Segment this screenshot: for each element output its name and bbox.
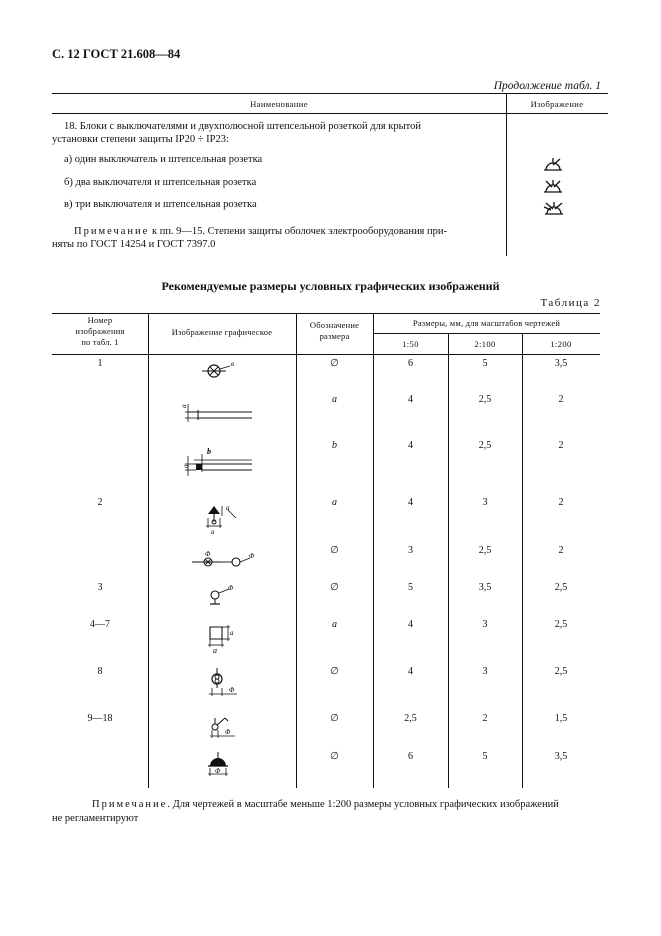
transformer-icon (205, 666, 245, 700)
row5-scale-2: 2,5 (478, 545, 492, 556)
circle-pair-icon (192, 548, 262, 570)
socket-circle-icon (205, 582, 241, 610)
row3-designation: b (332, 440, 337, 451)
row4-number: 2 (97, 497, 103, 508)
dim-label-a: a (180, 404, 188, 408)
row1-scale-1: 6 (408, 358, 413, 369)
row10-scale-3: 3,5 (554, 751, 568, 762)
dim-label-b-small: в (231, 360, 235, 368)
socket-half-icon (202, 750, 238, 780)
item18-b: б) два выключателя и штепсельная розетка (64, 177, 257, 188)
row4-scale-2: 3 (482, 497, 488, 508)
row3-scale-2: 2,5 (478, 440, 492, 451)
lamp-cross-icon (200, 358, 240, 380)
row2-designation: a (332, 394, 337, 405)
table2-top-rule (52, 313, 600, 314)
row9-scale-1: 2,5 (404, 713, 417, 724)
row4-scale-1: 4 (408, 497, 413, 508)
page-header: С. 12 ГОСТ 21.608—84 (52, 47, 181, 61)
row1-designation: ∅ (330, 358, 339, 369)
table2-col-sizes: Размеры, мм, для масштабов чертежей (412, 318, 561, 328)
item18-text: 18. Блоки с выключателями и двухполюсной штепсельной розеткой для крытой установки степени защиты IP20 ÷ IP23: (52, 121, 421, 145)
row9-number: 9—18 (87, 713, 113, 724)
row6-scale-3: 2,5 (554, 582, 568, 593)
dim-label-phi-6: Φ (215, 767, 221, 775)
row4-scale-3: 2 (558, 497, 564, 508)
dim-label-phi-2: Φ (249, 552, 255, 560)
socket-three-switches-icon (541, 201, 567, 217)
item18-a: а) один выключатель и штепсельная розетка (64, 154, 263, 165)
table2-col-number: Номер изображения по табл. 1 (75, 315, 125, 347)
table1-top-rule (52, 93, 608, 94)
row8-scale-1: 4 (408, 666, 413, 677)
item18-c: в) три выключателя и штепсельная розетка (64, 199, 257, 210)
switch-circle-icon (205, 714, 245, 742)
dim-label-a-4: a (226, 504, 230, 512)
table2-sizes-rule (373, 333, 600, 334)
row5-designation: ∅ (330, 545, 339, 556)
table2-col-image: Изображение графическое (171, 327, 273, 337)
row9-scale-2: 2 (482, 713, 488, 724)
row7-scale-3: 2,5 (554, 619, 568, 630)
row6-scale-1: 5 (408, 582, 413, 593)
table2-scale-2: 2:100 (474, 339, 496, 349)
table1-column-divider (506, 93, 507, 256)
row6-scale-2: 3,5 (478, 582, 492, 593)
busbar-dimension-icon (180, 394, 256, 424)
row1-scale-3: 3,5 (554, 358, 568, 369)
table-continuation-label: Продолжение табл. 1 (493, 80, 601, 92)
row6-designation: ∅ (330, 582, 339, 593)
busbar-black-end-icon (180, 442, 256, 482)
row2-scale-2: 2,5 (478, 394, 492, 405)
socket-two-switches-icon (541, 179, 565, 195)
table2-col-designation: Обозначение размера (309, 320, 360, 341)
row10-designation: ∅ (330, 751, 339, 762)
row7-number: 4—7 (90, 619, 110, 630)
table2-note: Примечание. Для чертежей в масштабе меньше 1:200 размеры условных графических изображений не регламентируют (52, 799, 559, 824)
row5-scale-3: 2 (558, 545, 564, 556)
row8-number: 8 (97, 666, 103, 677)
row9-designation: ∅ (330, 713, 339, 724)
dim-label-a-6: a (230, 629, 234, 637)
row4-designation: a (332, 497, 337, 508)
square-box-icon (202, 619, 242, 653)
row1-number: 1 (97, 358, 103, 369)
table2-title: Рекомендуемые размеры условных графических изображений (161, 279, 500, 293)
row7-scale-2: 3 (482, 619, 488, 630)
row3-scale-3: 2 (558, 440, 564, 451)
table2-divider-1 (148, 313, 149, 788)
row10-scale-1: 6 (408, 751, 413, 762)
dim-label-a-5: a (213, 646, 217, 655)
table1-col-name: Наименование (250, 99, 308, 109)
triangle-lamp-icon (200, 500, 246, 536)
row8-scale-3: 2,5 (554, 666, 568, 677)
table1-note: Примечание к пп. 9—15. Степени защиты оболочек электрооборудования при- няты по ГОСТ 14254 и ГОСТ 7397.0 (52, 226, 447, 250)
row7-scale-1: 4 (408, 619, 413, 630)
row2-scale-3: 2 (558, 394, 564, 405)
table2-scale-1: 1:50 (402, 339, 419, 349)
table2-header-rule (52, 354, 600, 355)
row2-scale-1: 4 (408, 394, 413, 405)
socket-one-switch-icon (541, 157, 565, 173)
row1-scale-2: 5 (482, 358, 488, 369)
dim-label-phi-4: Φ (229, 686, 235, 694)
row6-number: 3 (97, 582, 103, 593)
table1-col-image: Изображение (530, 99, 584, 109)
dim-label-a-2: a (182, 464, 190, 468)
table2-label: Таблица 2 (540, 297, 601, 309)
row9-scale-3: 1,5 (554, 713, 568, 724)
table2-scale-3: 1:200 (550, 339, 572, 349)
row3-scale-1: 4 (408, 440, 413, 451)
dim-label-phi-5: Φ (225, 728, 231, 736)
dim-label-phi-1: Φ (205, 550, 211, 558)
table1-header-rule (52, 113, 608, 114)
row8-designation: ∅ (330, 666, 339, 677)
row8-scale-2: 3 (482, 666, 488, 677)
dim-label-b: b (207, 447, 211, 456)
row7-designation: a (332, 619, 337, 630)
dim-label-a-3: a (211, 528, 215, 536)
row10-scale-2: 5 (482, 751, 488, 762)
row5-scale-1: 3 (408, 545, 413, 556)
dim-label-phi-3: Φ (228, 584, 234, 592)
